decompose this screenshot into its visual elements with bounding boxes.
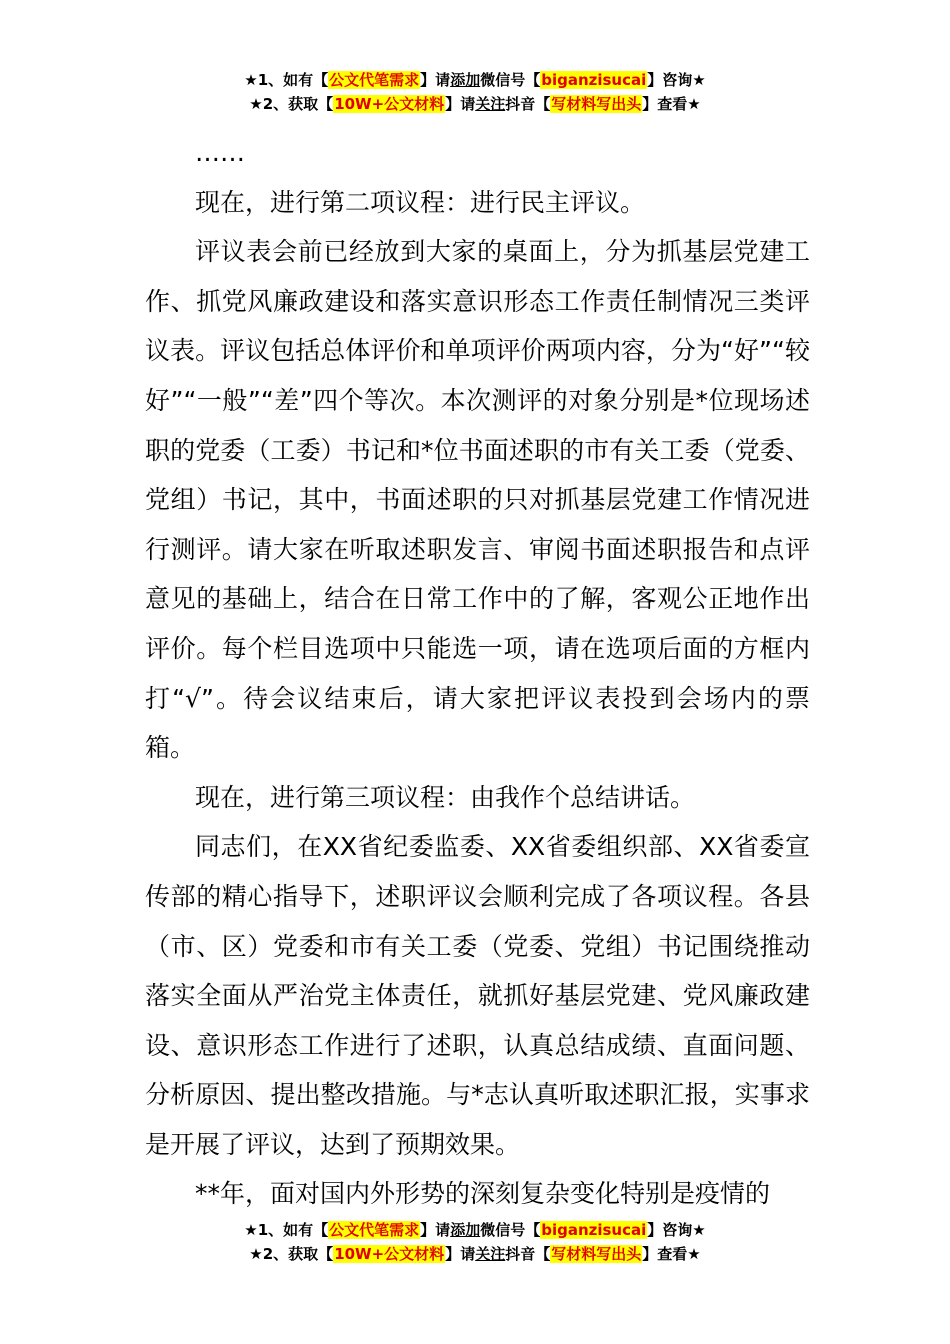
banner-line-2 bbox=[0, 1242, 950, 1266]
banner-highlight: biganzisucai bbox=[541, 71, 647, 89]
banner-text: 】查看★ bbox=[642, 1245, 701, 1263]
banner-underline: 关注 bbox=[475, 95, 506, 113]
banner-highlight: 10W+公文材料 bbox=[334, 95, 445, 113]
paragraph-year-review: **年，面对国内外形势的深刻复杂变化特别是疫情的 bbox=[195, 1179, 771, 1209]
paragraph-summary: 同志们，在XX省纪委监委、XX省委组织部、XX省委宣传部的精心指导下，述职评议会顺利完成了各项议程。各县（市、区）党委和市有关工委（党委、党组）书记围绕推动落实全面从严治党主体责任，就抓好基层党建、党风廉政建设、意识形态工作进行了述职，认真总结成绩、直面问题、分析原因、提出整改措施。与*志认真听取述职汇报，实事求是开展了评议，达到了预期效果。 bbox=[145, 832, 810, 1159]
document-body bbox=[145, 128, 810, 1219]
paragraph-evaluation-instructions: 评议表会前已经放到大家的桌面上，分为抓基层党建工作、抓党风廉政建设和落实意识形态工作责任制情况三类评议表。评议包括总体评价和单项评价两项内容，分为“好”“较好”“一般”“差”四个等次。本次测评的对象分别是*位现场述职的党委（工委）书记和*位书面述职的市有关工委（党委、党组）书记，其中，书面述职的只对抓基层党建工作情况进行测评。请大家在听取述职发言、审阅书面述职报告和点评意见的基础上，结合在日常工作中的了解，客观公正地作出评价。每个栏目选项中只能选一项，请在选项后面的方框内打“√”。待会议结束后，请大家把评议表投到会场内的票箱。 bbox=[145, 237, 810, 763]
banner-line-2 bbox=[0, 92, 950, 116]
banner-text: ★1、如有【 bbox=[244, 1221, 329, 1239]
banner-text: 抖音【 bbox=[505, 1245, 551, 1263]
banner-text: 】查看★ bbox=[642, 95, 701, 113]
banner-highlight: biganzisucai bbox=[541, 1221, 647, 1239]
banner-text: 微信号【 bbox=[480, 71, 541, 89]
banner-text: 】请 bbox=[420, 1221, 451, 1239]
banner-underline: 添加 bbox=[450, 1221, 481, 1239]
banner-text: 微信号【 bbox=[480, 1221, 541, 1239]
banner-highlight: 写材料写出头 bbox=[551, 95, 642, 113]
paragraph-ellipsis: …… bbox=[195, 138, 245, 167]
banner-text: 抖音【 bbox=[505, 95, 551, 113]
paragraph-agenda-two: 现在，进行第二项议程：进行民主评议。 bbox=[195, 187, 646, 217]
banner-text: 】请 bbox=[420, 71, 451, 89]
banner-highlight: 10W+公文材料 bbox=[334, 1245, 445, 1263]
banner-text: 】请 bbox=[445, 1245, 476, 1263]
banner-text: 】咨询★ bbox=[647, 1221, 706, 1239]
banner-text: 】请 bbox=[445, 95, 476, 113]
banner-underline: 关注 bbox=[475, 1245, 506, 1263]
banner-highlight: 公文代笔需求 bbox=[329, 1221, 420, 1239]
header-ad-banner bbox=[0, 68, 950, 116]
paragraph-agenda-three: 现在，进行第三项议程：由我作个总结讲话。 bbox=[195, 782, 696, 812]
banner-text: ★2、获取【 bbox=[249, 95, 334, 113]
banner-text: 】咨询★ bbox=[647, 71, 706, 89]
banner-line-1 bbox=[0, 68, 950, 92]
banner-highlight: 公文代笔需求 bbox=[329, 71, 420, 89]
footer-ad-banner bbox=[0, 1218, 950, 1266]
banner-line-1 bbox=[0, 1218, 950, 1242]
banner-text: ★1、如有【 bbox=[244, 71, 329, 89]
banner-text: ★2、获取【 bbox=[249, 1245, 334, 1263]
banner-underline: 添加 bbox=[450, 71, 481, 89]
banner-highlight: 写材料写出头 bbox=[551, 1245, 642, 1263]
